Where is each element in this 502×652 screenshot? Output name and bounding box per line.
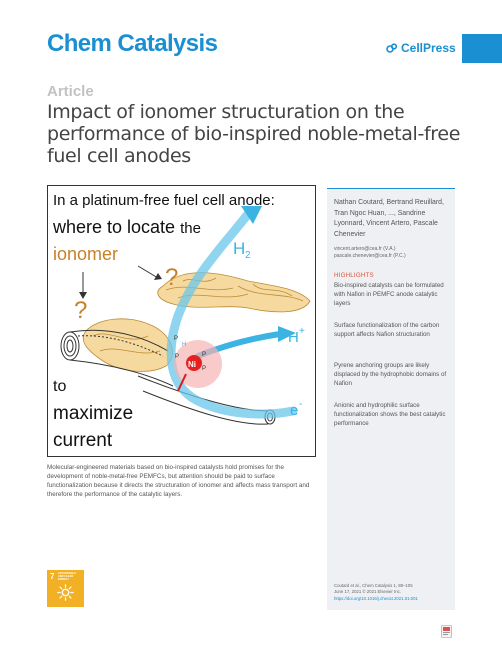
- check-for-updates-icon[interactable]: [441, 625, 452, 638]
- p-label-4: P: [202, 366, 207, 372]
- ionomer-arrow-2: [138, 266, 158, 278]
- citation: [334, 583, 454, 602]
- graphical-abstract: [47, 185, 316, 457]
- journal-title: Chem Catalysis: [47, 30, 218, 57]
- ionomer-label: ionomer: [53, 244, 119, 264]
- figure-caption: Molecular-engineered materials based on bio-inspired catalysts hold promises for the development of noble-metal-free PEMFCs, but attention should be paid to surface functionalization because it directs the structuration of ionomer and affects mass transport and therefore the performance of the catalytic layers.: [47, 464, 310, 498]
- question-mark-2: ?: [74, 297, 88, 324]
- question-mark-1: ?: [165, 264, 179, 291]
- current-label: current: [53, 430, 113, 451]
- the-text: the: [180, 220, 201, 237]
- citation-date: June 17, 2021 © 2021 Elsevier Inc.: [334, 589, 401, 595]
- cellpress-logo[interactable]: [386, 41, 456, 55]
- h2-label: H: [233, 239, 246, 258]
- highlight-item: Surface functionalization of the carbon support affects Nafion structuration: [334, 322, 440, 338]
- p-label-3: P: [174, 336, 179, 342]
- cellpress-label: CellPress: [401, 41, 456, 55]
- citation-ref: Coutard et al., Chem Catalysis 1, 88–105: [334, 583, 413, 588]
- figure-question-line: [53, 217, 201, 238]
- figure-headline: In a platinum-free fuel cell anode:: [53, 192, 275, 209]
- maximize-label: maximize: [53, 403, 134, 424]
- highlights-title: HIGHLIGHTS: [334, 272, 374, 279]
- p-label-1: P: [175, 354, 180, 360]
- h-label: H: [182, 342, 187, 348]
- blue-tab: [462, 34, 502, 63]
- doi-link[interactable]: https://doi.org/10.1016/j.checat.2021.01.001: [334, 595, 418, 601]
- email-1[interactable]: vincent.artero@cea.fr (V.A.): [334, 246, 396, 252]
- paper-title: Impact of ionomer structuration on the performance of bio-inspired noble-metal-free fuel cell anodes: [47, 101, 461, 167]
- article-sidebar: [327, 188, 455, 610]
- author-list[interactable]: Nathan Coutard, Bertrand Reuillard, Tran Ngoc Huan, ..., Sandrine Lyonnard, Vincent Artero, Pascale Chenevier: [334, 199, 444, 238]
- email-2[interactable]: pascale.chenevier@cea.fr (P.C.): [334, 253, 406, 259]
- ni-label: Ni: [188, 360, 196, 369]
- where-to-locate-text: where to locate: [53, 217, 176, 237]
- hplus-superscript: +: [299, 326, 305, 337]
- eminus-superscript: -: [299, 399, 303, 410]
- highlight-item: Bio-inspired catalysts can be formulated with Nafion in PEMFC anode catalytic layers: [334, 282, 444, 307]
- sdg-badge[interactable]: [47, 570, 84, 607]
- eminus-label: e: [290, 402, 299, 419]
- sdg-label: AFFORDABLE AND CLEAN ENERGY: [58, 572, 76, 581]
- cellpress-icon: [386, 42, 398, 54]
- to-label: to: [53, 378, 67, 395]
- highlight-item: Pyrene anchoring groups are likely displaced by the hydrophobic domains of Nafion: [334, 362, 447, 387]
- h2-subscript: 2: [245, 250, 251, 261]
- p-label-2: P: [202, 352, 207, 358]
- sun-icon: [57, 584, 74, 601]
- sdg-number: 7: [50, 572, 55, 581]
- hplus-label: H: [288, 329, 299, 346]
- article-type-label: Article: [47, 83, 94, 100]
- highlight-item: Anionic and hydrophilic surface functionalization shows the best catalytic performance: [334, 402, 446, 427]
